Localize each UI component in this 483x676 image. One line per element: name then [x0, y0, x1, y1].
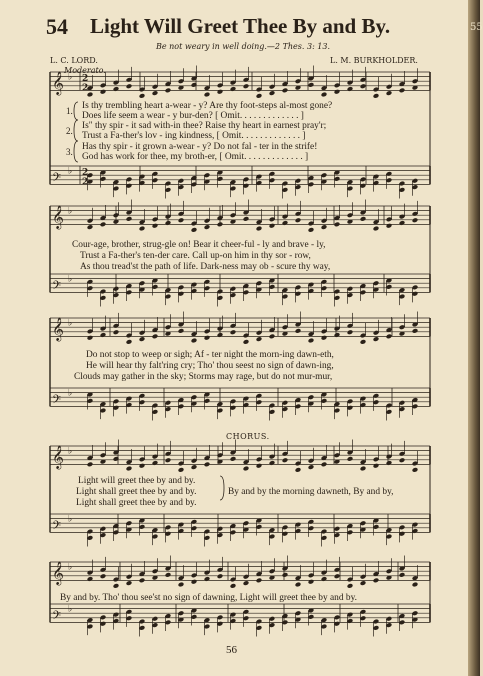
note-head — [139, 336, 146, 342]
bass-clef: 𝄢 — [52, 171, 62, 188]
note-head — [243, 83, 250, 89]
note-head — [165, 88, 172, 94]
note-head — [217, 332, 224, 338]
note-head — [191, 338, 198, 344]
verse-3-line-b: God has work for thee, my broth-er, [ Omit. . . . . . . . . . . . . ] — [82, 152, 309, 162]
verse-number-1: 1. — [66, 106, 73, 116]
verse-brace — [74, 120, 78, 141]
note-head — [321, 92, 328, 98]
verse-2-line-a: Is" thy spir - it sad with-in thee? Raise thy heart in earnest pray'r; — [82, 121, 327, 131]
note-head — [373, 336, 380, 342]
lyricist-credit: L. C. LORD. — [50, 56, 98, 65]
note-head — [217, 573, 224, 579]
note-head — [308, 579, 315, 585]
chorus-brace — [220, 476, 224, 500]
treble-clef: 𝄞 — [52, 316, 64, 341]
note-head — [100, 222, 107, 228]
note-head — [178, 217, 185, 223]
flat-sign: ♭ — [68, 166, 73, 177]
note-head — [126, 216, 133, 222]
chorus-line-3: Light shall greet thee by and by. — [76, 498, 197, 508]
note-head — [191, 579, 198, 585]
note-head — [217, 222, 224, 228]
note-head — [412, 582, 419, 588]
verse-1-line-a: Is thy trembling heart a-wear - y? Are thy foot-steps al-most gone? — [82, 101, 333, 111]
note-head — [386, 334, 393, 340]
note-head — [243, 466, 250, 472]
block3-lyric-1: Do not stop to weep or sigh; Af - ter night the morn-ing dawn-eth, — [86, 350, 334, 360]
verse-2-line-b: Trust a Fa-ther's lov - ing kindness, [ Omit. . . . . . . . . . . . . ] — [82, 131, 306, 141]
note-head — [295, 467, 302, 473]
note-head — [347, 456, 354, 462]
chorus-label: CHORUS. — [226, 432, 270, 441]
note-head — [230, 329, 237, 335]
page-number: 56 — [226, 644, 237, 656]
note-head — [412, 328, 419, 334]
note-head — [87, 576, 94, 582]
note-head — [256, 336, 263, 342]
note-head — [191, 227, 198, 233]
note-head — [126, 83, 133, 89]
note-head — [347, 583, 354, 589]
note-head — [269, 90, 276, 96]
tempo-marking: Moderato. — [64, 66, 106, 75]
note-head — [399, 572, 406, 578]
note-head — [373, 463, 380, 469]
note-head — [373, 578, 380, 584]
note-head — [360, 466, 367, 472]
block3-lyric-2: He will hear thy falt'ring cry; Tho' thou seest no sign of dawn-ing, — [86, 361, 334, 371]
verse-1-line-b: Does life seem a wear - y bur-den? [ Omit. . . . . . . . . . . . . ] — [82, 111, 304, 121]
note-head — [334, 222, 341, 228]
treble-clef: 𝄞 — [52, 204, 64, 229]
treble-clef: 𝄞 — [52, 560, 64, 585]
verse-number-2: 2. — [66, 126, 73, 136]
time-signature: 2 — [82, 168, 89, 179]
flat-sign: ♭ — [68, 562, 73, 573]
chorus-final-line: By and by. Tho' thou see'st no sign of dawning, Light will greet thee by and by. — [60, 593, 357, 603]
chorus-response: By and by the morning dawneth, By and by, — [228, 487, 394, 497]
note-head — [360, 339, 367, 345]
note-head — [178, 467, 185, 473]
flat-sign: ♭ — [68, 206, 73, 217]
bass-clef: 𝄢 — [52, 519, 62, 536]
note-head — [412, 467, 419, 473]
note-head — [295, 328, 302, 334]
treble-clef: 𝄞 — [52, 70, 64, 95]
hymn-title: Light Will Greet Thee By and By. — [90, 14, 391, 38]
note-head — [412, 217, 419, 223]
note-head — [321, 335, 328, 341]
note-head — [165, 572, 172, 578]
flat-sign: ♭ — [68, 604, 73, 615]
note-head — [334, 332, 341, 338]
note-head — [191, 464, 198, 470]
note-head — [386, 90, 393, 96]
facing-page-number: 55 — [470, 22, 483, 33]
note-head — [87, 462, 94, 468]
note-head — [152, 334, 159, 340]
note-head — [360, 83, 367, 89]
note-head — [399, 88, 406, 94]
note-head — [321, 462, 328, 468]
note-head — [217, 89, 224, 95]
note-head — [373, 226, 380, 232]
note-head — [178, 582, 185, 588]
treble-clef: 𝄞 — [52, 444, 64, 469]
note-head — [282, 457, 289, 463]
scripture-reference: Be not weary in well doing.—2 Thes. 3: 13. — [156, 42, 331, 51]
time-signature: 2 — [82, 74, 89, 85]
note-head — [230, 583, 237, 589]
block2-lyric-2: Trust a Fa-ther's ten-der care. Call up-on him in thy sor - row, — [80, 251, 311, 261]
note-head — [334, 573, 341, 579]
note-head — [152, 460, 159, 466]
verse-brace — [74, 102, 78, 120]
note-head — [282, 572, 289, 578]
bass-clef: 𝄢 — [52, 279, 62, 296]
note-head — [139, 578, 146, 584]
note-head — [113, 86, 120, 92]
note-head — [360, 580, 367, 586]
verse-brace — [74, 141, 78, 162]
note-head — [308, 464, 315, 470]
note-head — [282, 220, 289, 226]
note-head — [113, 329, 120, 335]
note-head — [178, 328, 185, 334]
flat-sign: ♭ — [68, 72, 73, 83]
note-head — [269, 334, 276, 340]
note-head — [399, 220, 406, 226]
note-head — [126, 339, 133, 345]
composer-credit: L. M. BURKHOLDER. — [330, 56, 418, 65]
note-head — [126, 580, 133, 586]
note-head — [269, 223, 276, 229]
note-head — [269, 460, 276, 466]
flat-sign: ♭ — [68, 274, 73, 285]
bass-clef: 𝄢 — [52, 393, 62, 410]
note-head — [256, 93, 263, 99]
note-head — [282, 88, 289, 94]
chorus-line-1: Light will greet thee by and by. — [78, 476, 196, 486]
block2-lyric-1: Cour-age, brother, strug-gle on! Bear it cheer-ful - ly and brave - ly, — [72, 240, 326, 250]
verse-number-3: 3. — [66, 147, 73, 157]
note-head — [139, 93, 146, 99]
note-head — [230, 456, 237, 462]
note-head — [399, 457, 406, 463]
note-head — [373, 93, 380, 99]
note-head — [295, 217, 302, 223]
note-head — [308, 82, 315, 88]
note-head — [321, 224, 328, 230]
note-head — [308, 338, 315, 344]
note-head — [230, 86, 237, 92]
note-head — [204, 92, 211, 98]
note-head — [165, 457, 172, 463]
note-head — [204, 462, 211, 468]
note-head — [204, 224, 211, 230]
note-head — [139, 463, 146, 469]
hymn-number: 54 — [46, 14, 68, 39]
flat-sign: ♭ — [68, 446, 73, 457]
verse-3-line-a: Has thy spir - it grown a-wear - y? Do not fal - ter in the strife! — [82, 142, 318, 152]
note-head — [256, 578, 263, 584]
note-head — [360, 216, 367, 222]
note-head — [386, 223, 393, 229]
note-head — [295, 582, 302, 588]
note-head — [113, 583, 120, 589]
flat-sign: ♭ — [68, 514, 73, 525]
note-head — [100, 332, 107, 338]
note-head — [243, 339, 250, 345]
note-head — [139, 226, 146, 232]
note-head — [152, 223, 159, 229]
note-head — [152, 90, 159, 96]
note-head — [386, 460, 393, 466]
bass-clef: 𝄢 — [52, 609, 62, 626]
time-signature: 2 — [82, 177, 89, 188]
note-head — [204, 335, 211, 341]
note-head — [204, 576, 211, 582]
note-head — [87, 335, 94, 341]
note-head — [100, 573, 107, 579]
block3-lyric-3: Clouds may gather in the sky; Storms may rage, but do not mur-mur, — [74, 372, 333, 382]
time-signature: 2 — [82, 83, 89, 94]
note-head — [334, 89, 341, 95]
note-head — [347, 86, 354, 92]
note-head — [126, 466, 133, 472]
book-spine — [468, 0, 480, 676]
flat-sign: ♭ — [68, 388, 73, 399]
note-head — [243, 580, 250, 586]
note-head — [256, 463, 263, 469]
note-head — [321, 576, 328, 582]
note-head — [308, 227, 315, 233]
note-head — [100, 89, 107, 95]
flat-sign: ♭ — [68, 318, 73, 329]
block2-lyric-3: As thou tread'st the path of life. Dark-ness may ob - scure thy way, — [80, 262, 331, 272]
note-head — [165, 220, 172, 226]
chorus-line-2: Light shall greet thee by and by. — [76, 487, 197, 497]
note-head — [347, 329, 354, 335]
note-head — [87, 224, 94, 230]
note-head — [243, 216, 250, 222]
note-head — [256, 226, 263, 232]
